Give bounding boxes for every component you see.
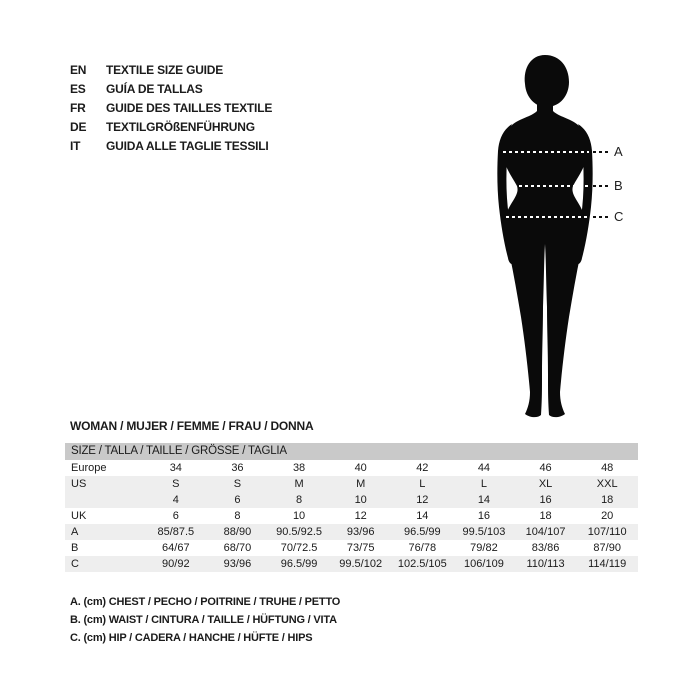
size-cell: 8: [296, 494, 303, 506]
size-cell: 99.5/103: [462, 526, 506, 538]
size-cell: 12: [354, 510, 367, 522]
size-cell: 64/67: [162, 542, 190, 554]
language-code: FR: [70, 101, 86, 115]
language-row: [70, 137, 272, 156]
size-cell: 18: [539, 510, 552, 522]
table-row: [65, 524, 638, 540]
size-cell: 96.5/99: [280, 558, 318, 570]
size-cell: L: [480, 478, 487, 490]
size-cell: 34: [169, 462, 182, 474]
language-list: [70, 61, 272, 156]
size-cell: S: [172, 478, 180, 490]
size-cell: 107/110: [587, 526, 627, 538]
size-cell: 87/90: [593, 542, 621, 554]
size-cell: 16: [477, 510, 491, 522]
chest-label: A: [614, 144, 623, 159]
size-cell: XXL: [596, 478, 618, 490]
language-code: EN: [70, 63, 87, 77]
legend-line: B. (cm) WAIST / CINTURA / TAILLE / HÜFTUNG / VITA: [70, 614, 337, 626]
waist-label: B: [614, 178, 623, 193]
size-cell: 104/107: [525, 526, 566, 538]
language-label: GUIDA ALLE TAGLIE TESSILI: [106, 139, 269, 153]
size-cell: 38: [292, 462, 306, 474]
table-row: [65, 492, 638, 508]
row-label: Europe: [71, 462, 107, 474]
table-header: SIZE / TALLA / TAILLE / GRÖSSE / TAGLIA: [65, 443, 638, 460]
size-cell: 99.5/102: [339, 558, 383, 570]
size-cell: 76/78: [408, 542, 437, 554]
size-cell: 6: [234, 494, 241, 506]
language-row: [70, 99, 272, 118]
section-title: WOMAN / MUJER / FEMME / FRAU / DONNA: [70, 419, 314, 433]
size-cell: 93/96: [223, 558, 252, 570]
size-cell: 42: [416, 462, 429, 474]
row-label: B: [71, 542, 79, 554]
row-label: [65, 492, 145, 508]
language-label: TEXTILE SIZE GUIDE: [106, 63, 224, 77]
size-cell: 40: [354, 462, 367, 474]
woman-silhouette: [470, 45, 640, 430]
size-cell: 96.5/99: [403, 526, 441, 538]
table-row: [65, 540, 638, 556]
size-cell: 106/109: [464, 558, 504, 570]
size-cell: 14: [416, 510, 429, 522]
size-cell: 10: [292, 510, 306, 522]
size-cell: 110/113: [526, 558, 565, 570]
legend-line: A. (cm) CHEST / PECHO / POITRINE / TRUHE / PETTO: [70, 596, 341, 608]
size-cell: 93/96: [346, 526, 375, 538]
size-table: [65, 443, 638, 572]
size-cell: 70/72.5: [280, 542, 318, 554]
size-cell: 90/92: [162, 558, 190, 570]
size-cell: 114/119: [588, 558, 627, 570]
measurement-legend: [70, 593, 340, 647]
size-cell: 73/75: [346, 542, 375, 554]
size-cell: 36: [231, 462, 244, 474]
language-row: [70, 118, 272, 137]
language-label: GUIDE DES TAILLES TEXTILE: [106, 101, 273, 115]
size-cell: 8: [234, 510, 241, 522]
table-body: [65, 460, 638, 572]
size-cell: 6: [172, 510, 179, 522]
language-row: [70, 61, 272, 80]
language-code: IT: [70, 139, 81, 153]
language-label: GUÍA DE TALLAS: [106, 82, 203, 96]
table-row: [65, 508, 638, 524]
row-label: C: [71, 558, 79, 570]
size-cell: 18: [601, 494, 614, 506]
size-cell: 48: [601, 462, 614, 474]
size-cell: S: [233, 478, 242, 490]
table-row: [65, 556, 638, 572]
size-cell: 102.5/105: [397, 558, 447, 570]
language-code: DE: [70, 120, 87, 134]
size-cell: 83/86: [531, 542, 560, 554]
size-cell: L: [419, 478, 426, 490]
size-cell: M: [294, 478, 304, 490]
row-label: US: [71, 478, 87, 490]
size-cell: 46: [539, 462, 552, 474]
language-row: [70, 80, 272, 99]
size-cell: 16: [539, 494, 552, 506]
table-row: [65, 460, 638, 476]
size-cell: 10: [354, 494, 367, 506]
table-row: [65, 476, 638, 492]
row-label: UK: [71, 510, 87, 522]
language-label: TEXTILGRÖßENFÜHRUNG: [106, 120, 255, 134]
size-cell: 68/70: [223, 542, 252, 554]
size-cell: 14: [477, 494, 491, 506]
hip-label: C: [614, 209, 624, 224]
size-cell: 85/87.5: [157, 526, 195, 538]
language-code: ES: [70, 82, 86, 96]
legend-line: C. (cm) HIP / CADERA / HANCHE / HÜFTE / HIPS: [70, 632, 313, 644]
size-cell: M: [356, 478, 366, 490]
row-label: A: [71, 526, 79, 538]
size-cell: 4: [172, 494, 179, 506]
size-cell: 44: [477, 462, 491, 474]
size-cell: 90.5/92.5: [276, 526, 322, 538]
size-cell: 20: [601, 510, 614, 522]
size-cell: 79/82: [470, 542, 498, 554]
size-cell: 88/90: [223, 526, 252, 538]
silhouette-body: [503, 95, 587, 417]
size-cell: XL: [538, 478, 553, 490]
size-cell: 12: [416, 494, 429, 506]
